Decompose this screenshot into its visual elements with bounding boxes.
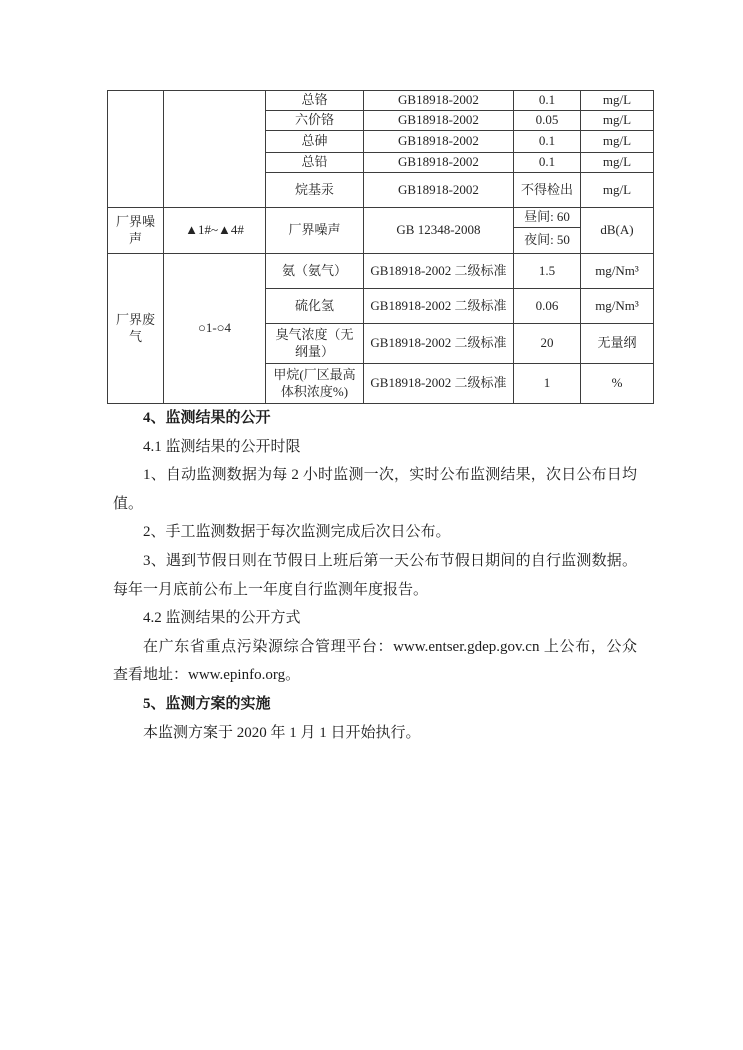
table-cell-unit: mg/L xyxy=(581,131,654,153)
table-cell-unit: % xyxy=(581,364,654,404)
table-cell-standard: GB18918-2002 xyxy=(364,131,514,153)
table-cell-standard: GB18918-2002 xyxy=(364,91,514,111)
table-cell-item: 臭气浓度（无纲量） xyxy=(266,324,364,364)
table-cell-limit: 不得检出 xyxy=(514,173,581,208)
table-cell-limit: 1.5 xyxy=(514,254,581,289)
table-cell-unit: mg/L xyxy=(581,91,654,111)
paragraph-publish-platform: 在广东省重点污染源综合管理平台：www.entser.gdep.gov.cn 上公布，公众查看地址：www.epinfo.org。 xyxy=(113,638,637,684)
table-cell-unit: 无量纲 xyxy=(581,324,654,364)
table-cell-unit: mg/Nm³ xyxy=(581,254,654,289)
table-cell-item: 厂界噪声 xyxy=(266,208,364,254)
section-4-2-heading: 4.2 监测结果的公开方式 xyxy=(143,610,301,627)
table-cell-item: 六价铬 xyxy=(266,111,364,131)
table-cell-unit: mg/L xyxy=(581,111,654,131)
table-cell-standard: GB18918-2002 二级标准 xyxy=(364,364,514,404)
table-row xyxy=(108,91,654,111)
paragraph-holiday-monitoring: 3、遇到节假日则在节假日上班后第一天公布节假日期间的自行监测数据。每年一月底前公布上一年度自行监测年度报告。 xyxy=(113,552,637,598)
paragraph-implementation: 本监测方案于 2020 年 1 月 1 日开始执行。 xyxy=(143,724,421,741)
section-4-1-heading: 4.1 监测结果的公开时限 xyxy=(143,438,301,455)
table-cell-points: ▲1#~▲4# xyxy=(164,208,266,254)
paragraph-auto-monitoring: 1、自动监测数据为每 2 小时监测一次，实时公布监测结果，次日公布日均值。 xyxy=(113,467,637,512)
table-cell-limit: 0.06 xyxy=(514,289,581,324)
table-cell-limit: 0.1 xyxy=(514,131,581,153)
table-cell-limit: 20 xyxy=(514,324,581,364)
table-cell-standard: GB18918-2002 二级标准 xyxy=(364,324,514,364)
section-5-heading: 5、监测方案的实施 xyxy=(143,695,271,712)
table-cell-item: 总铬 xyxy=(266,91,364,111)
table-cell-limit-day: 昼间: 60 xyxy=(514,208,581,228)
table-cell-points-empty xyxy=(164,91,266,208)
table-cell-unit: mg/Nm³ xyxy=(581,289,654,324)
table-cell-unit: mg/L xyxy=(581,153,654,173)
monitoring-table xyxy=(107,90,654,404)
table-cell-unit: dB(A) xyxy=(581,208,654,254)
table-cell-category: 厂界噪声 xyxy=(108,208,164,254)
table-row-gas xyxy=(108,254,654,289)
table-cell-item: 总铅 xyxy=(266,153,364,173)
table-cell-points: ○1-○4 xyxy=(164,254,266,404)
table-cell-standard: GB18918-2002 xyxy=(364,173,514,208)
table-cell-category-empty xyxy=(108,91,164,208)
table-cell-standard: GB18918-2002 xyxy=(364,111,514,131)
table-cell-item: 烷基汞 xyxy=(266,173,364,208)
table-cell-limit: 0.1 xyxy=(514,91,581,111)
paragraph-manual-monitoring: 2、手工监测数据于每次监测完成后次日公布。 xyxy=(143,524,451,541)
table-cell-item: 总砷 xyxy=(266,131,364,153)
table-cell-unit: mg/L xyxy=(581,173,654,208)
table-cell-standard: GB18918-2002 二级标准 xyxy=(364,254,514,289)
document-text xyxy=(113,404,637,747)
table-cell-item: 硫化氢 xyxy=(266,289,364,324)
table-cell-standard: GB 12348-2008 xyxy=(364,208,514,254)
table-cell-limit: 0.1 xyxy=(514,153,581,173)
section-4-heading: 4、监测结果的公开 xyxy=(143,410,271,426)
table-cell-limit-night: 夜间: 50 xyxy=(514,228,581,254)
table-row-noise xyxy=(108,208,654,228)
table-cell-limit: 1 xyxy=(514,364,581,404)
table-cell-standard: GB18918-2002 二级标准 xyxy=(364,289,514,324)
table-cell-standard: GB18918-2002 xyxy=(364,153,514,173)
table-cell-category: 厂界废气 xyxy=(108,254,164,404)
table-cell-item: 氨（氨气） xyxy=(266,254,364,289)
table-cell-limit: 0.05 xyxy=(514,111,581,131)
table-cell-item: 甲烷(厂区最高体积浓度%) xyxy=(266,364,364,404)
